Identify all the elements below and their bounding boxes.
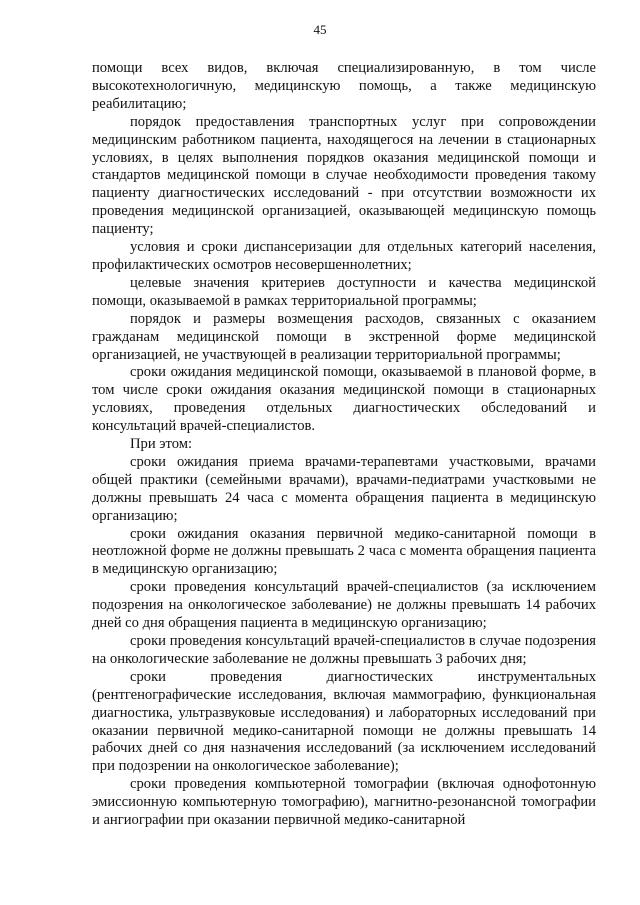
paragraph-therapist-wait: сроки ожидания приема врачами-терапевтами участковыми, врачами общей практики (семейными врачами), врачами-педиатрами участковыми не должны превышать 24 часа с момента обращения пациента в медицинскую организацию; [92,453,596,524]
paragraph-whereas: При этом: [130,436,193,453]
paragraph-oncology-consult: сроки проведения консультаций врачей-специалистов в случае подозрения на онкологические заболевание не должны превышать 3 рабочих дня; [92,633,596,667]
paragraph-reimbursement: порядок и размеры возмещения расходов, связанных с оказанием гражданам медицинской помощи в экстренной форме медицинской организацией, не участвующей в реализации территориальной программы; [92,310,596,363]
paragraph-transport-services: порядок предоставления транспортных услуг при сопровождении медицинским работником пациента, находящегося на лечении в стационарных условиях, в целях выполнения порядков оказания медицинской помощи и стандартов медицинской помощи в случае необходимости проведения такому пациенту диагностических исследований - при отсутствии возможности их проведения медицинской организацией, оказывающей медицинскую помощь пациенту; [92,113,596,238]
paragraph-ct-mri: сроки проведения компьютерной томографии (включая однофотонную эмиссионную компьютерную томографию), магнитно-резонансной томографии и ангиографии при оказании первичной медико-санитарной [92,776,596,829]
paragraph-dispensary-conditions: условия и сроки диспансеризации для отдельных категорий населения, профилактических осмотров несовершеннолетних; [92,239,596,273]
paragraph-urgent-care-wait: сроки ожидания оказания первичной медико-санитарной помощи в неотложной форме не должны превышать 2 часа с момента обращения пациента в медицинскую организацию; [92,525,596,578]
paragraph-waiting-times: сроки ожидания медицинской помощи, оказываемой в плановой форме, в том числе сроки ожидания оказания медицинской помощи в стационарных условиях, проведения отдельных диагностических обследований и консультаций врачей-специалистов. [92,364,596,435]
document-body [92,60,596,830]
paragraph-diagnostic-tests: сроки проведения диагностических инструментальных (рентгенографические исследования, включая маммографию, функциональная диагностика, ультразвуковые исследования) и лабораторных исследований при оказании первичной медико-санитарной помощи не должны превышать 14 рабочих дней со дня назначения исследований (за исключением исследований при подозрении на онкологическое заболевание); [92,668,596,775]
paragraph-target-criteria: целевые значения критериев доступности и качества медицинской помощи, оказываемой в рамках территориальной программы; [92,274,596,309]
page-number: 45 [313,22,327,37]
paragraph-continuation: помощи всех видов, включая специализированную, в том числе высокотехнологичную, медицинскую помощь, а также медицинскую реабилитацию; [92,60,596,112]
paragraph-specialist-consult: сроки проведения консультаций врачей-специалистов (за исключением подозрения на онкологическое заболевание) не должны превышать 14 рабочих дней со дня обращения пациента в медицинскую организацию; [92,579,596,632]
